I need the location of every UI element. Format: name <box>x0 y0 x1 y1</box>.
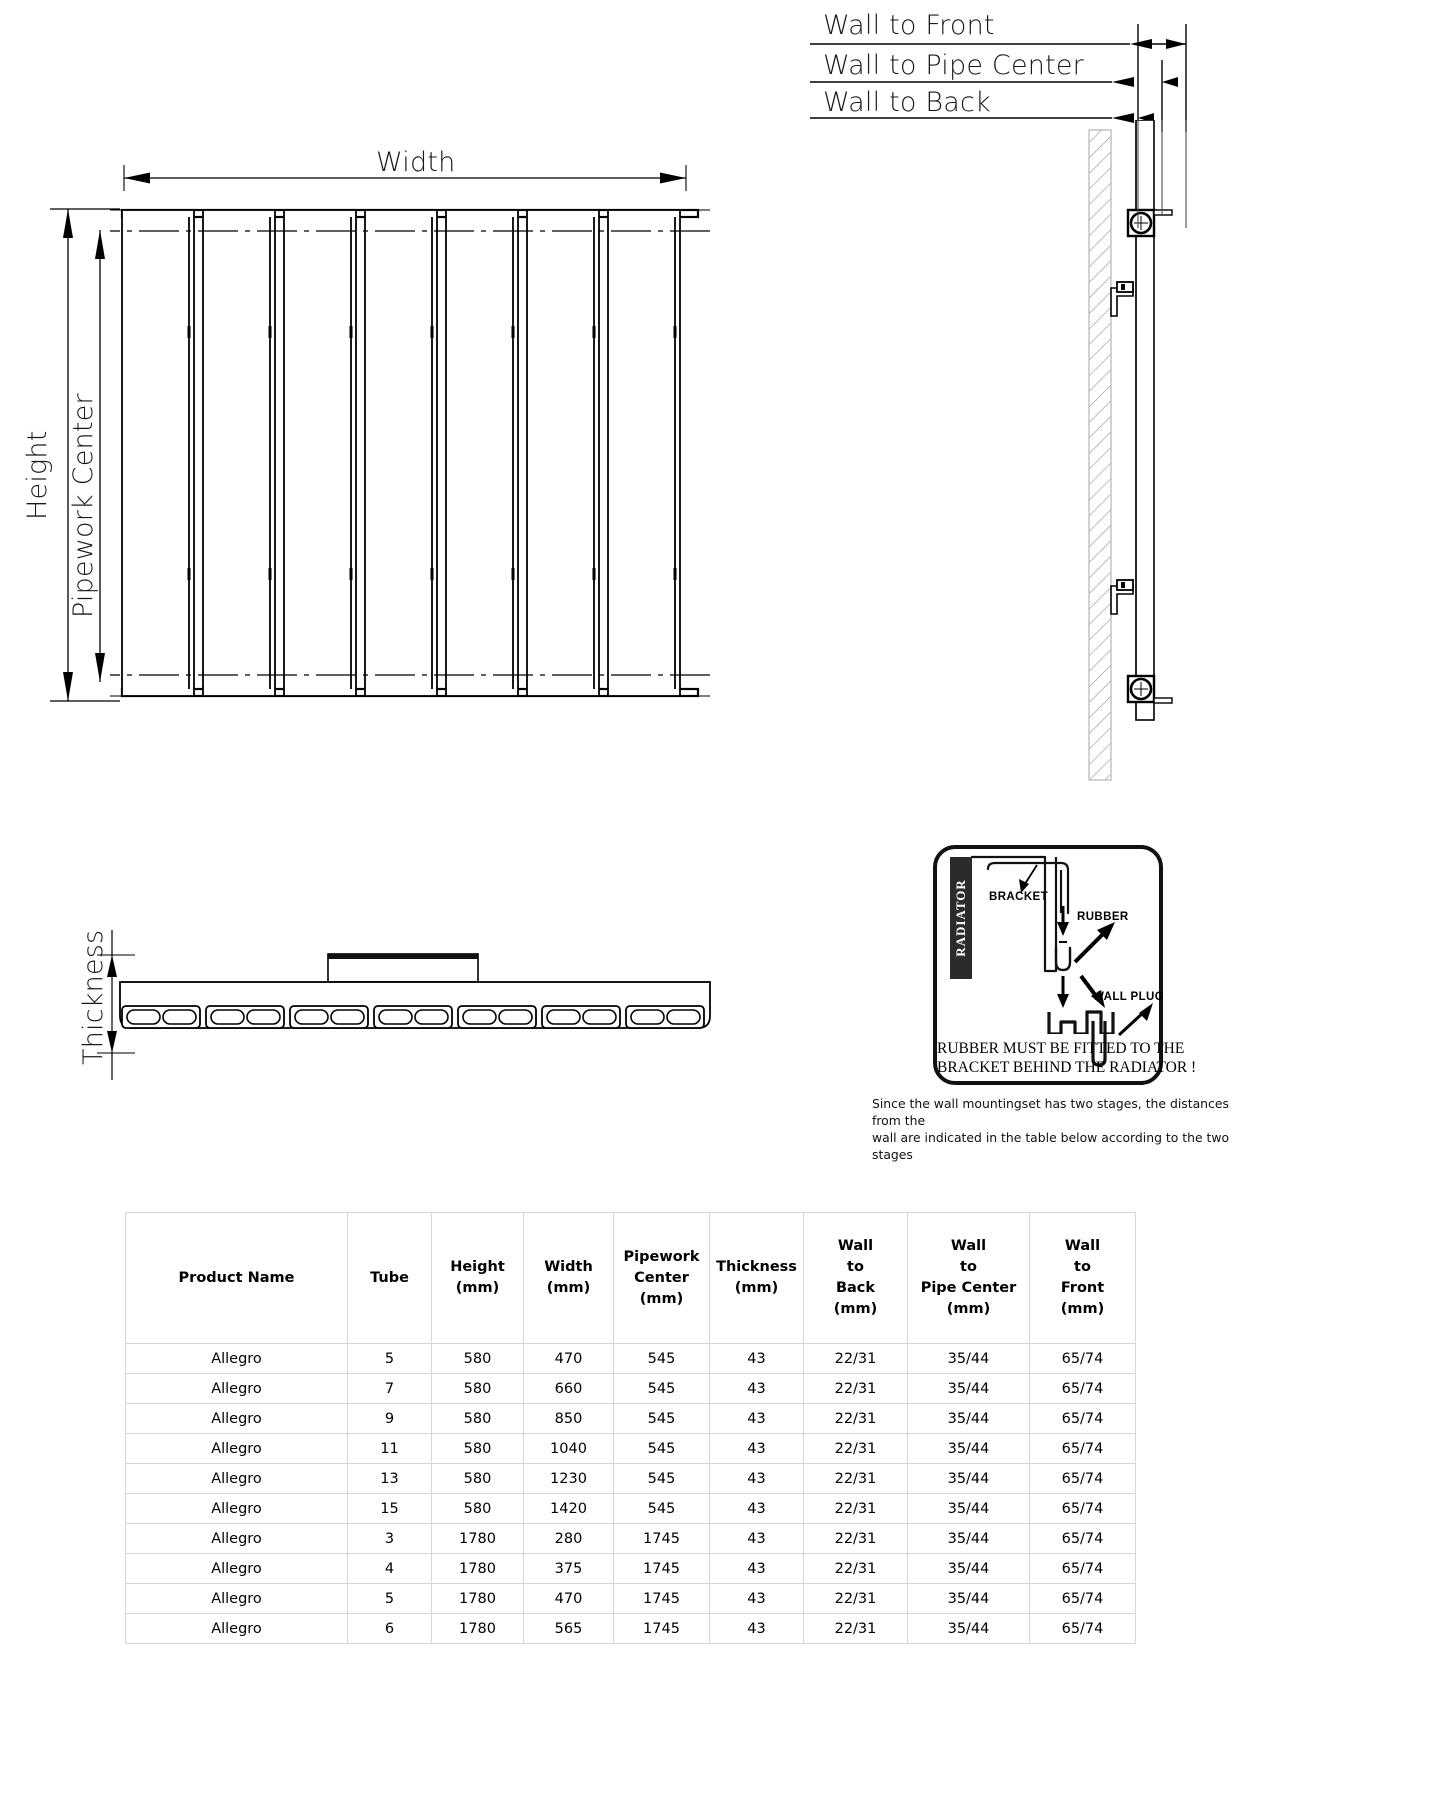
table-cell-5: 43 <box>710 1494 804 1524</box>
table-cell-6: 22/31 <box>804 1404 908 1434</box>
specification-table-wrapper <box>125 1212 1136 1644</box>
side-view-tube-slots <box>122 1006 704 1028</box>
table-cell-2: 1780 <box>432 1614 524 1644</box>
bracket-pointer-arrow <box>1019 865 1037 893</box>
table-cell-3: 1420 <box>524 1494 614 1524</box>
table-cell-0: Allegro <box>126 1464 348 1494</box>
col-header-tube: Tube <box>348 1213 432 1344</box>
table-cell-3: 850 <box>524 1404 614 1434</box>
rubber-clip <box>1056 948 1070 970</box>
caption-line-1: Since the wall mountingset has two stages, the distances from the <box>872 1096 1229 1128</box>
radiator-side-section-view <box>110 930 720 1040</box>
table-cell-4: 545 <box>614 1344 710 1374</box>
wall-bracket-lower <box>1111 580 1133 614</box>
bracket-outer-shape <box>971 857 1056 971</box>
table-cell-3: 660 <box>524 1374 614 1404</box>
table-cell-6: 22/31 <box>804 1434 908 1464</box>
col-header-pipework-center: Pipework Center (mm) <box>614 1213 710 1344</box>
table-row <box>126 1494 1136 1524</box>
wall-section-dimension-labels <box>0 0 1445 130</box>
table-row <box>126 1434 1136 1464</box>
thickness-dimension-label: Thickness <box>78 929 109 1065</box>
table-cell-5: 43 <box>710 1434 804 1464</box>
table-cell-7: 35/44 <box>908 1374 1030 1404</box>
col-header-wall-to-front: Wall to Front (mm) <box>1030 1213 1136 1344</box>
table-cell-5: 43 <box>710 1374 804 1404</box>
table-row <box>126 1554 1136 1584</box>
table-cell-3: 375 <box>524 1554 614 1584</box>
table-cell-2: 580 <box>432 1374 524 1404</box>
table-cell-4: 1745 <box>614 1584 710 1614</box>
table-cell-1: 3 <box>348 1524 432 1554</box>
radiator-front-view <box>110 198 710 718</box>
table-cell-7: 35/44 <box>908 1344 1030 1374</box>
table-cell-5: 43 <box>710 1404 804 1434</box>
wall-plug-label: WALL PLUG <box>1093 991 1165 1003</box>
table-cell-8: 65/74 <box>1030 1554 1136 1584</box>
col-header-wall-to-back: Wall to Back (mm) <box>804 1213 908 1344</box>
table-cell-5: 43 <box>710 1464 804 1494</box>
table-cell-3: 1040 <box>524 1434 614 1464</box>
table-cell-6: 22/31 <box>804 1524 908 1554</box>
table-cell-7: 35/44 <box>908 1434 1030 1464</box>
table-cell-4: 1745 <box>614 1554 710 1584</box>
table-cell-0: Allegro <box>126 1524 348 1554</box>
col-header-product-name: Product Name <box>126 1213 348 1344</box>
table-cell-0: Allegro <box>126 1404 348 1434</box>
table-cell-8: 65/74 <box>1030 1434 1136 1464</box>
table-cell-0: Allegro <box>126 1374 348 1404</box>
table-cell-3: 280 <box>524 1524 614 1554</box>
table-cell-0: Allegro <box>126 1434 348 1464</box>
table-cell-0: Allegro <box>126 1494 348 1524</box>
arrow-down-to-wallplug <box>1057 976 1069 1008</box>
table-cell-6: 22/31 <box>804 1584 908 1614</box>
table-cell-8: 65/74 <box>1030 1374 1136 1404</box>
wall-to-front-label: Wall to Front <box>823 10 995 41</box>
table-cell-5: 43 <box>710 1614 804 1644</box>
table-cell-2: 1780 <box>432 1554 524 1584</box>
table-row <box>126 1374 1136 1404</box>
col-header-thickness: Thickness (mm) <box>710 1213 804 1344</box>
table-cell-8: 65/74 <box>1030 1494 1136 1524</box>
table-cell-4: 545 <box>614 1434 710 1464</box>
table-row <box>126 1584 1136 1614</box>
arrow-down-to-rubber <box>1057 906 1069 942</box>
table-cell-1: 5 <box>348 1344 432 1374</box>
table-cell-7: 35/44 <box>908 1584 1030 1614</box>
table-cell-6: 22/31 <box>804 1374 908 1404</box>
table-cell-3: 565 <box>524 1614 614 1644</box>
table-cell-4: 1745 <box>614 1524 710 1554</box>
table-cell-8: 65/74 <box>1030 1464 1136 1494</box>
radiator-tag-label: RADIATOR <box>953 879 968 957</box>
table-cell-7: 35/44 <box>908 1614 1030 1644</box>
table-row <box>126 1614 1136 1644</box>
radiator-tubes <box>122 210 680 696</box>
bracket-warning-line2: BRACKET BEHIND THE RADIATOR ! <box>937 1059 1197 1076</box>
wallplug-pointer-arrow <box>1115 999 1165 1041</box>
rubber-pointer-arrow <box>1075 922 1115 962</box>
table-cell-1: 4 <box>348 1554 432 1584</box>
table-body <box>126 1344 1136 1644</box>
table-cell-4: 1745 <box>614 1614 710 1644</box>
table-cell-5: 43 <box>710 1344 804 1374</box>
table-cell-4: 545 <box>614 1464 710 1494</box>
table-cell-6: 22/31 <box>804 1554 908 1584</box>
col-header-height: Height (mm) <box>432 1213 524 1344</box>
table-cell-7: 35/44 <box>908 1554 1030 1584</box>
col-header-width: Width (mm) <box>524 1213 614 1344</box>
table-cell-4: 545 <box>614 1404 710 1434</box>
table-cell-1: 15 <box>348 1494 432 1524</box>
table-cell-3: 470 <box>524 1584 614 1614</box>
table-cell-2: 580 <box>432 1434 524 1464</box>
table-row <box>126 1344 1136 1374</box>
table-cell-4: 545 <box>614 1374 710 1404</box>
table-row <box>126 1404 1136 1434</box>
table-cell-5: 43 <box>710 1554 804 1584</box>
table-cell-3: 1230 <box>524 1464 614 1494</box>
table-cell-3: 470 <box>524 1344 614 1374</box>
table-cell-2: 580 <box>432 1344 524 1374</box>
table-cell-8: 65/74 <box>1030 1404 1136 1434</box>
table-cell-2: 580 <box>432 1464 524 1494</box>
width-dimension-label: Width <box>376 147 456 178</box>
height-dimension-label: Height <box>22 430 53 520</box>
table-cell-5: 43 <box>710 1524 804 1554</box>
table-cell-8: 65/74 <box>1030 1584 1136 1614</box>
wall-to-back-label: Wall to Back <box>823 87 991 118</box>
table-cell-2: 580 <box>432 1494 524 1524</box>
table-cell-0: Allegro <box>126 1614 348 1644</box>
table-cell-6: 22/31 <box>804 1614 908 1644</box>
wall-hatched-body <box>1089 130 1111 780</box>
table-header-row <box>126 1213 1136 1344</box>
bracket-warning-line1: RUBBER MUST BE FITTED TO THE <box>937 1040 1185 1057</box>
table-cell-1: 13 <box>348 1464 432 1494</box>
table-cell-0: Allegro <box>126 1344 348 1374</box>
caption-line-2: wall are indicated in the table below according to the two stages <box>872 1130 1230 1162</box>
table-cell-2: 580 <box>432 1404 524 1434</box>
table-cell-2: 1780 <box>432 1584 524 1614</box>
table-cell-6: 22/31 <box>804 1344 908 1374</box>
table-cell-6: 22/31 <box>804 1494 908 1524</box>
wall-bracket-upper <box>1111 282 1133 316</box>
table-cell-0: Allegro <box>126 1584 348 1614</box>
col-header-wall-to-pipe-center: Wall to Pipe Center (mm) <box>908 1213 1030 1344</box>
width-dimension-line <box>110 165 700 191</box>
table-cell-8: 65/74 <box>1030 1614 1136 1644</box>
bracket-warning-text <box>937 1039 1197 1077</box>
table-cell-8: 65/74 <box>1030 1344 1136 1374</box>
table-cell-1: 6 <box>348 1614 432 1644</box>
bottom-bracket-assembly <box>1128 676 1172 703</box>
bracket-label: BRACKET <box>989 891 1049 903</box>
table-cell-7: 35/44 <box>908 1464 1030 1494</box>
table-cell-7: 35/44 <box>908 1494 1030 1524</box>
wall-section-projection-lines <box>1120 120 1210 240</box>
bracket-instruction-box <box>933 845 1197 1085</box>
wall-mounting-caption <box>872 1095 1232 1163</box>
wall-to-pipe-center-label: Wall to Pipe Center <box>823 50 1084 81</box>
table-cell-7: 35/44 <box>908 1404 1030 1434</box>
table-cell-8: 65/74 <box>1030 1524 1136 1554</box>
rubber-label: RUBBER <box>1077 911 1129 923</box>
table-row <box>126 1524 1136 1554</box>
table-cell-4: 545 <box>614 1494 710 1524</box>
table-cell-5: 43 <box>710 1584 804 1614</box>
table-cell-1: 5 <box>348 1584 432 1614</box>
table-cell-0: Allegro <box>126 1554 348 1584</box>
table-cell-2: 1780 <box>432 1524 524 1554</box>
table-cell-6: 22/31 <box>804 1464 908 1494</box>
pipework-center-dimension-label: Pipework Center <box>68 393 99 618</box>
table-row <box>126 1464 1136 1494</box>
table-cell-1: 9 <box>348 1404 432 1434</box>
table-cell-1: 7 <box>348 1374 432 1404</box>
table-cell-1: 11 <box>348 1434 432 1464</box>
specification-table <box>125 1212 1136 1644</box>
table-cell-7: 35/44 <box>908 1524 1030 1554</box>
